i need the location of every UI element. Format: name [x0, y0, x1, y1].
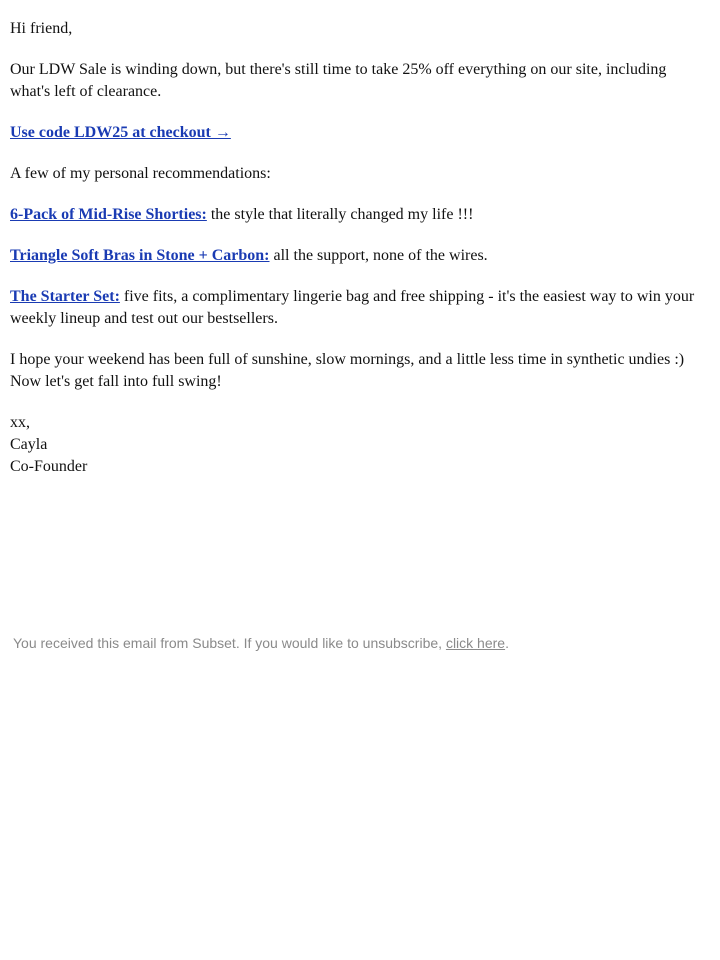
cta-paragraph — [10, 122, 710, 144]
recommendation-item — [10, 204, 710, 226]
triangle-bras-link[interactable]: Triangle Soft Bras in Stone + Carbon: — [10, 247, 270, 264]
closing-paragraph: I hope your weekend has been full of sunshine, slow mornings, and a little less time in synthetic undies :) Now let's get fall into full swing! — [10, 351, 685, 390]
starter-set-link[interactable]: The Starter Set: — [10, 288, 120, 305]
sender-title: Co-Founder — [10, 458, 88, 475]
signature — [10, 412, 710, 478]
recommendation-text: all the support, none of the wires. — [269, 247, 488, 264]
unsubscribe-link[interactable]: click here — [445, 635, 506, 651]
footer-text: You received this email from Subset. If you would like to unsubscribe, — [13, 635, 446, 651]
checkout-code-link[interactable]: Use code LDW25 at checkout → — [10, 124, 231, 141]
recommendation-text: five fits, a complimentary lingerie bag and free shipping - it's the easiest way to win your weekly lineup and test out our bestsellers. — [10, 288, 695, 327]
email-footer — [13, 633, 713, 653]
sender-name: Cayla — [10, 436, 48, 453]
intro-paragraph: Our LDW Sale is winding down, but there's still time to take 25% off everything on our site, including what's left of clearance. — [10, 61, 667, 100]
email-body — [10, 18, 710, 478]
footer-trailing: . — [505, 635, 509, 651]
recommendations-intro: A few of my personal recommendations: — [10, 165, 271, 182]
recommendation-item — [10, 286, 710, 330]
recommendation-item — [10, 245, 710, 267]
shorties-link[interactable]: 6-Pack of Mid-Rise Shorties: — [10, 206, 207, 223]
recommendation-text: the style that literally changed my life !!! — [206, 206, 474, 223]
signoff-text: xx, — [10, 414, 30, 431]
greeting: Hi friend, — [10, 20, 73, 37]
